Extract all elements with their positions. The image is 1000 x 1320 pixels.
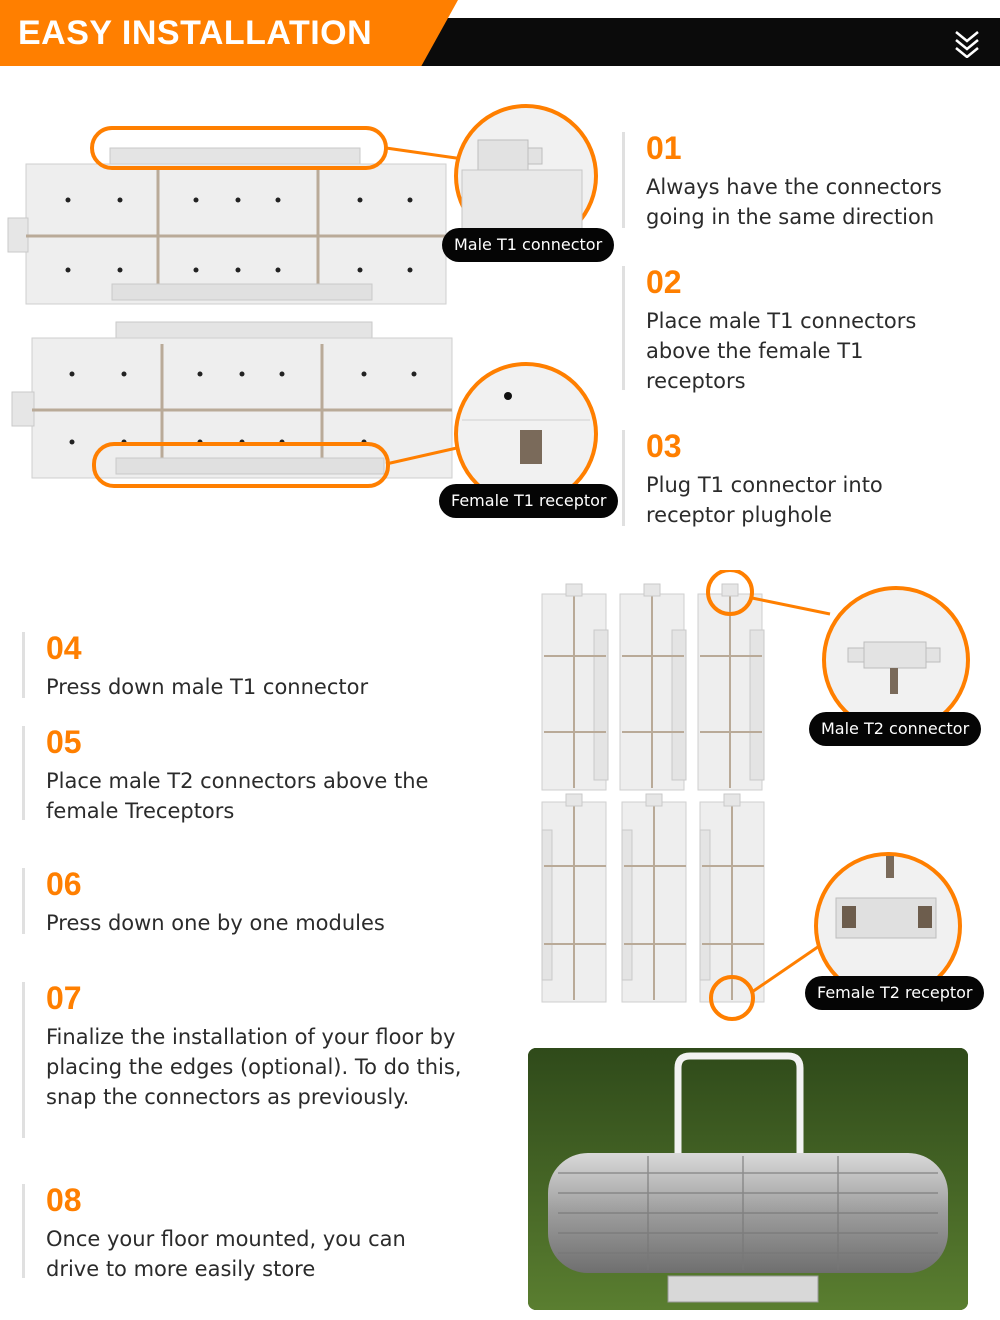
step-text: Place male T2 connectors above the female Treceptors <box>46 769 429 823</box>
step-text: Always have the connectors going in the same direction <box>646 175 942 229</box>
tile-upper <box>8 148 446 304</box>
step-04 <box>22 630 482 702</box>
step-text: Press down male T1 connector <box>46 675 369 699</box>
label-male-t1: Male T1 connector <box>442 228 614 262</box>
rolled-floor-photo <box>528 1048 968 1310</box>
header-banner <box>0 0 1000 70</box>
step-05 <box>22 724 482 824</box>
zoom-male-t1 <box>456 106 596 246</box>
step-number: 08 <box>46 1182 82 1218</box>
zoom-female-t1 <box>456 364 596 504</box>
step-text: Once your floor mounted, you can drive to more easily store <box>46 1227 406 1281</box>
step-number: 04 <box>46 630 82 666</box>
step-number: 07 <box>46 980 82 1016</box>
step-number: 01 <box>646 130 682 166</box>
step-07 <box>22 980 482 1140</box>
page-title: EASY INSTALLATION <box>18 14 373 52</box>
step-03 <box>622 428 992 528</box>
step-text: Finalize the installation of your floor by placing the edges (optional). To do this, snap the connectors as previously. <box>46 1025 462 1109</box>
header-black-bar <box>420 18 1000 66</box>
step-number: 02 <box>646 264 682 300</box>
t2-tiles-illustration <box>530 570 1000 1025</box>
step-text: Plug T1 connector into receptor plughole <box>646 473 883 527</box>
step-08 <box>22 1182 482 1282</box>
t1-tiles-illustration <box>0 100 620 530</box>
step-number: 05 <box>46 724 82 760</box>
step-06 <box>22 866 482 938</box>
rolled-floor-graphic <box>528 1048 968 1310</box>
step-02 <box>622 264 992 394</box>
label-male-t2: Male T2 connector <box>809 712 981 746</box>
double-chevron-down-icon <box>950 26 984 58</box>
label-female-t2: Female T2 receptor <box>805 976 984 1010</box>
step-01 <box>622 130 992 230</box>
step-text: Press down one by one modules <box>46 911 385 935</box>
label-female-t1: Female T1 receptor <box>439 484 618 518</box>
zoom-male-t2 <box>824 588 968 732</box>
step-number: 06 <box>46 866 82 902</box>
step-number: 03 <box>646 428 682 464</box>
step-text: Place male T1 connectors above the female T1 receptors <box>646 309 917 393</box>
